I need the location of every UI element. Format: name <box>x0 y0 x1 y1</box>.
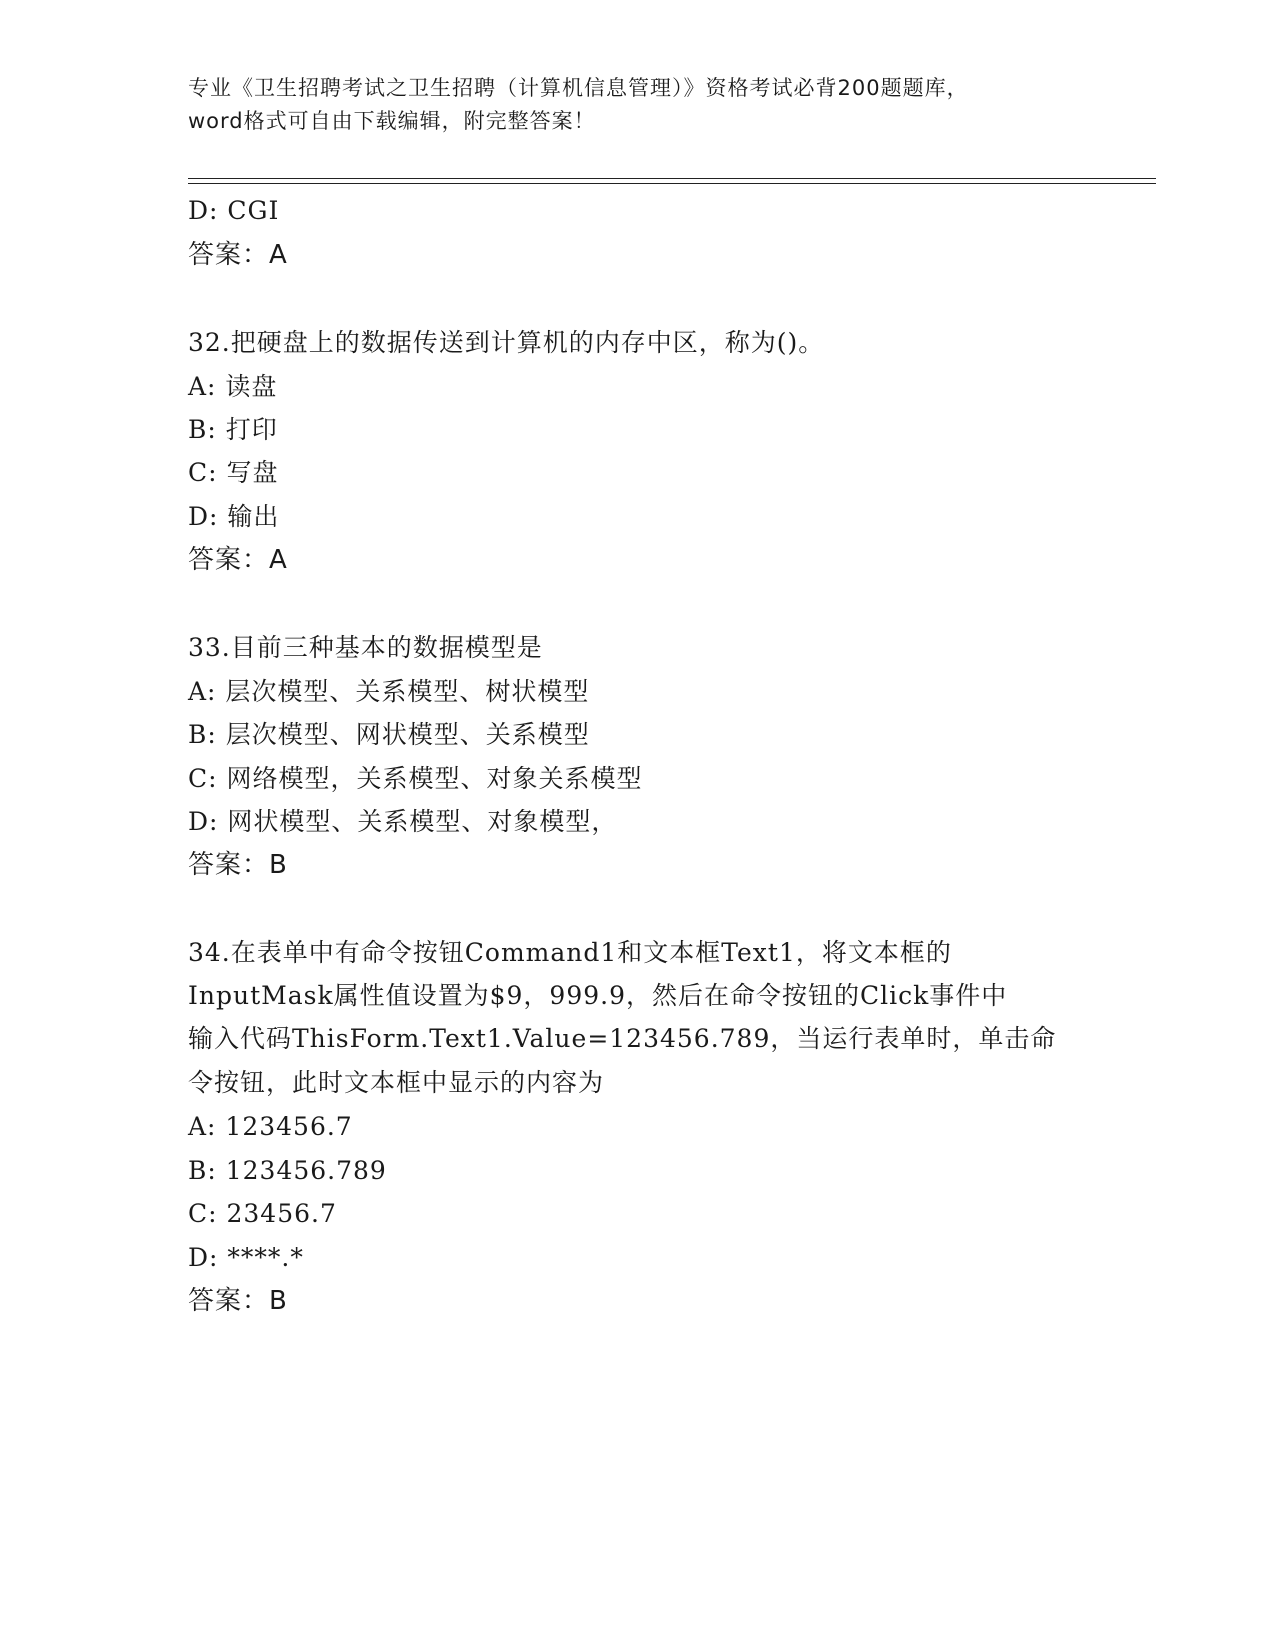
q34-question-line-1: 34.在表单中有命令按钮Command1和文本框Text1，将文本框的 <box>188 938 952 967</box>
q33-option-d: D: 网状模型、关系模型、对象模型， <box>188 807 618 836</box>
q32-question: 32.把硬盘上的数据传送到计算机的内存中区，称为()。 <box>188 328 825 357</box>
q33-option-c: C: 网络模型，关系模型、对象关系模型 <box>188 764 643 793</box>
q32-option-c: C: 写盘 <box>188 458 279 487</box>
q34-option-d: D: ****.* <box>188 1243 304 1272</box>
q32-answer: 答案：A <box>188 545 288 575</box>
header-line-2: word格式可自由下载编辑，附完整答案！ <box>188 109 596 133</box>
q31-option-d: D: CGI <box>188 196 280 225</box>
q32-option-a: A: 读盘 <box>188 372 278 401</box>
q34-option-a: A: 123456.7 <box>188 1112 353 1141</box>
q34-answer: 答案：B <box>188 1286 288 1316</box>
q34-option-c: C: 23456.7 <box>188 1199 337 1228</box>
q33-option-a: A: 层次模型、关系模型、树状模型 <box>188 677 590 706</box>
q34-question-line-4: 令按钮，此时文本框中显示的内容为 <box>188 1068 605 1097</box>
header-line-1: 专业《卫生招聘考试之卫生招聘（计算机信息管理）》资格考试必背200题题库， <box>188 76 969 100</box>
header-divider-bottom <box>188 183 1156 184</box>
header-divider-top <box>188 178 1156 179</box>
q34-question-line-3: 输入代码ThisForm.Text1.Value=123456.789，当运行表单时，单击命 <box>188 1024 1057 1053</box>
q32-option-d: D: 输出 <box>188 502 280 531</box>
q33-option-b: B: 层次模型、网状模型、关系模型 <box>188 720 590 749</box>
q32-option-b: B: 打印 <box>188 415 278 444</box>
q34-question-line-2: InputMask属性值设置为$9，999.9，然后在命令按钮的Click事件中 <box>188 981 1008 1010</box>
q34-option-b: B: 123456.789 <box>188 1156 387 1185</box>
q33-question: 33.目前三种基本的数据模型是 <box>188 633 543 662</box>
q31-answer: 答案：A <box>188 240 288 270</box>
document-header <box>188 72 1088 138</box>
q33-answer: 答案：B <box>188 850 288 880</box>
